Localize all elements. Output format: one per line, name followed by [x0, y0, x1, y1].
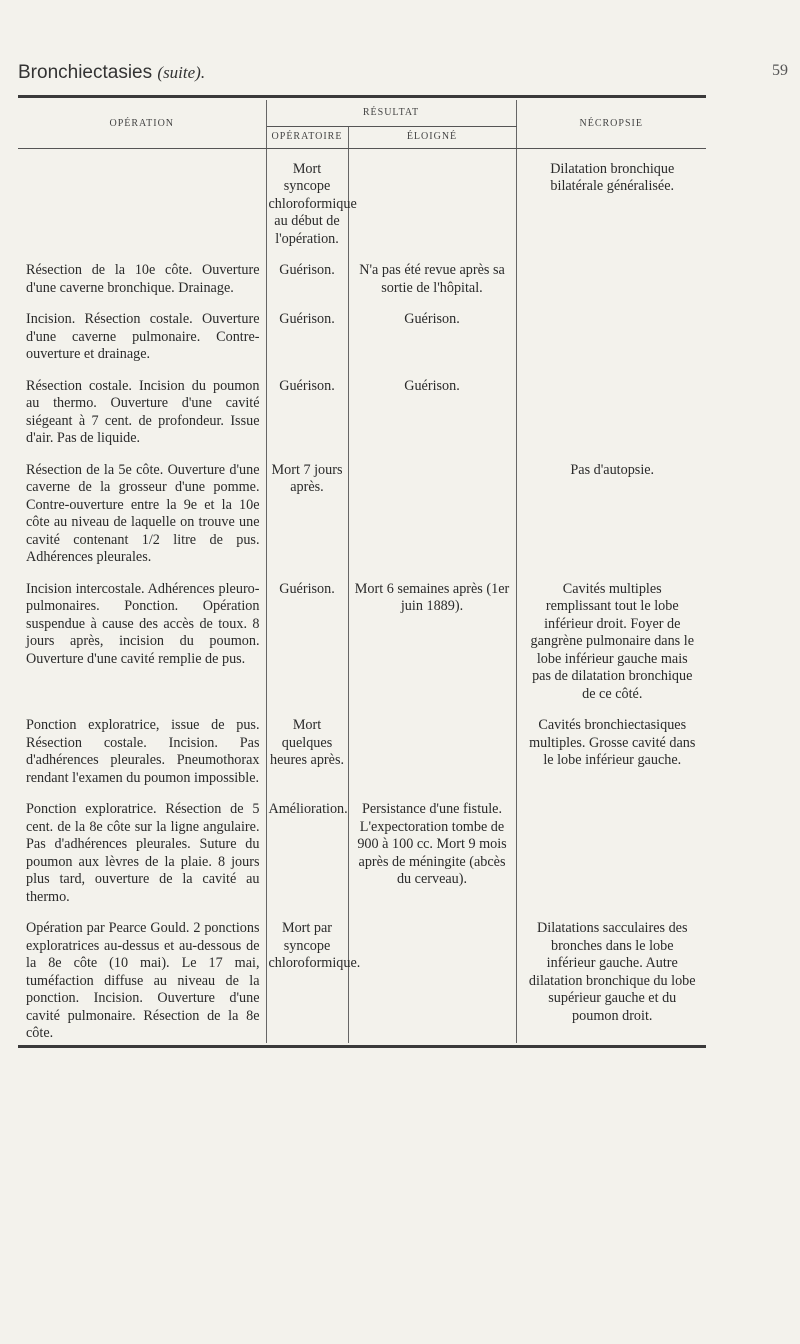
header-operation: OPÉRATION	[18, 100, 266, 148]
cell-operation: Résection de la 10e côte. Ouverture d'une caverne bronchique. Drainage.	[18, 248, 266, 297]
cell-operatoire: Mort syncope chloroformique au début de l'opération.	[266, 148, 348, 248]
cell-operatoire: Guérison.	[266, 567, 348, 704]
header-operatoire: OPÉRATOIRE	[266, 126, 348, 148]
cell-eloigne	[348, 148, 516, 248]
running-title-main: Bronchiectasies	[18, 62, 153, 83]
cell-operation: Résection costale. Incision du poumon au thermo. Ouverture d'une cavité siégeant à 7 cent. de profondeur. Issue d'air. Pas de liquide.	[18, 364, 266, 448]
table-row	[18, 787, 706, 906]
cell-operation: Incision. Résection costale. Ouverture d'une caverne pulmonaire. Contre-ouverture et drainage.	[18, 297, 266, 364]
cell-necropsie: Dilatation bronchique bilatérale généralisée.	[550, 160, 675, 194]
cell-necropsie: Pas d'autopsie.	[570, 461, 655, 478]
cell-operation: Ponction exploratrice, issue de pus. Résection costale. Incision. Pas d'adhérences pleurales. Pneumothorax rendant l'examen du poumon impossible.	[18, 703, 266, 787]
cell-operation	[18, 148, 266, 248]
cell-necropsie: Cavités bronchiectasiques multiples. Grosse cavité dans le lobe inférieur gauche.	[529, 717, 696, 768]
cell-necropsie: Dilatations sacculaires des bronches dans le lobe inférieur gauche. Autre dilatation bronchique du lobe supérieur gauche et du poumon droit.	[528, 920, 696, 1024]
cell-operatoire: Mort par syncope chloroformique.	[266, 906, 348, 1043]
cell-eloigne	[348, 448, 516, 567]
results-table-wrap	[18, 95, 706, 1048]
running-title-suffix: (suite).	[157, 63, 206, 82]
cell-operation: Incision intercostale. Adhérences pleuro-pulmonaires. Ponction. Opération suspendue à cause des accès de toux. 8 jours après, incision du poumon. Ouverture d'une cavité remplie de pus.	[18, 567, 266, 704]
table-top-rule	[18, 95, 706, 98]
header-eloigne: ÉLOIGNÉ	[348, 126, 516, 148]
table-row	[18, 297, 706, 364]
cell-operation: Ponction exploratrice. Résection de 5 cent. de la 8e côte sur la ligne angulaire. Pas d'adhérences pleurales. Suture du poumon aux lèvres de la plaie. 8 jours plus tard, ouverture de la cavité au thermo.	[18, 787, 266, 906]
table-row	[18, 364, 706, 448]
running-title	[18, 62, 205, 84]
table-body	[18, 148, 706, 1043]
header-resultat: RÉSULTAT	[266, 100, 516, 126]
table-row	[18, 248, 706, 297]
cell-necropsie	[516, 364, 706, 448]
cell-necropsie	[516, 297, 706, 364]
results-table	[18, 100, 706, 1043]
cell-operation: Opération par Pearce Gould. 2 ponctions exploratrices au-dessus et au-dessous de la 8e côte (10 mai). Le 17 mai, tuméfaction diffuse au niveau de la ponction. Incision. Ouverture d'une cavité pulmonaire. Résection de la 8e côte.	[18, 906, 266, 1043]
table-row	[18, 567, 706, 704]
cell-necropsie	[516, 787, 706, 906]
cell-eloigne: Guérison.	[348, 364, 516, 448]
table-row	[18, 703, 706, 787]
header-necropsie: NÉCROPSIE	[516, 100, 706, 148]
cell-operation: Résection de la 5e côte. Ouverture d'une caverne de la grosseur d'une pomme. Contre-ouverture entre la 9e et la 10e côte au niveau de laquelle on trouve une cavité contenant 1/2 litre de pus. Adhérences pleurales.	[18, 448, 266, 567]
table-bottom-rule	[18, 1045, 706, 1048]
cell-eloigne	[348, 703, 516, 787]
cell-operatoire: Guérison.	[266, 297, 348, 364]
table-row	[18, 448, 706, 567]
cell-eloigne: Guérison.	[348, 297, 516, 364]
cell-eloigne: Persistance d'une fistule. L'expectoration tombe de 900 à 100 cc. Mort 9 mois après de méningite (abcès du cerveau).	[348, 787, 516, 906]
cell-operatoire: Mort quelques heures après.	[266, 703, 348, 787]
cell-eloigne: Mort 6 semaines après (1er juin 1889).	[348, 567, 516, 704]
cell-operatoire: Amélioration.	[266, 787, 348, 906]
cell-operatoire: Guérison.	[266, 364, 348, 448]
cell-necropsie: Cavités multiples remplissant tout le lobe inférieur droit. Foyer de gangrène pulmonaire dans le lobe inférieur gauche mais pas de dilatation bronchique de ce côté.	[530, 580, 694, 702]
cell-necropsie	[516, 248, 706, 297]
cell-eloigne: N'a pas été revue après sa sortie de l'hôpital.	[348, 248, 516, 297]
cell-eloigne	[348, 906, 516, 1043]
cell-operatoire: Mort 7 jours après.	[266, 448, 348, 567]
cell-operatoire: Guérison.	[266, 248, 348, 297]
running-head	[18, 62, 788, 92]
table-row	[18, 906, 706, 1043]
page-number: 59	[772, 62, 788, 79]
table-row	[18, 148, 706, 248]
table-header	[18, 100, 706, 148]
